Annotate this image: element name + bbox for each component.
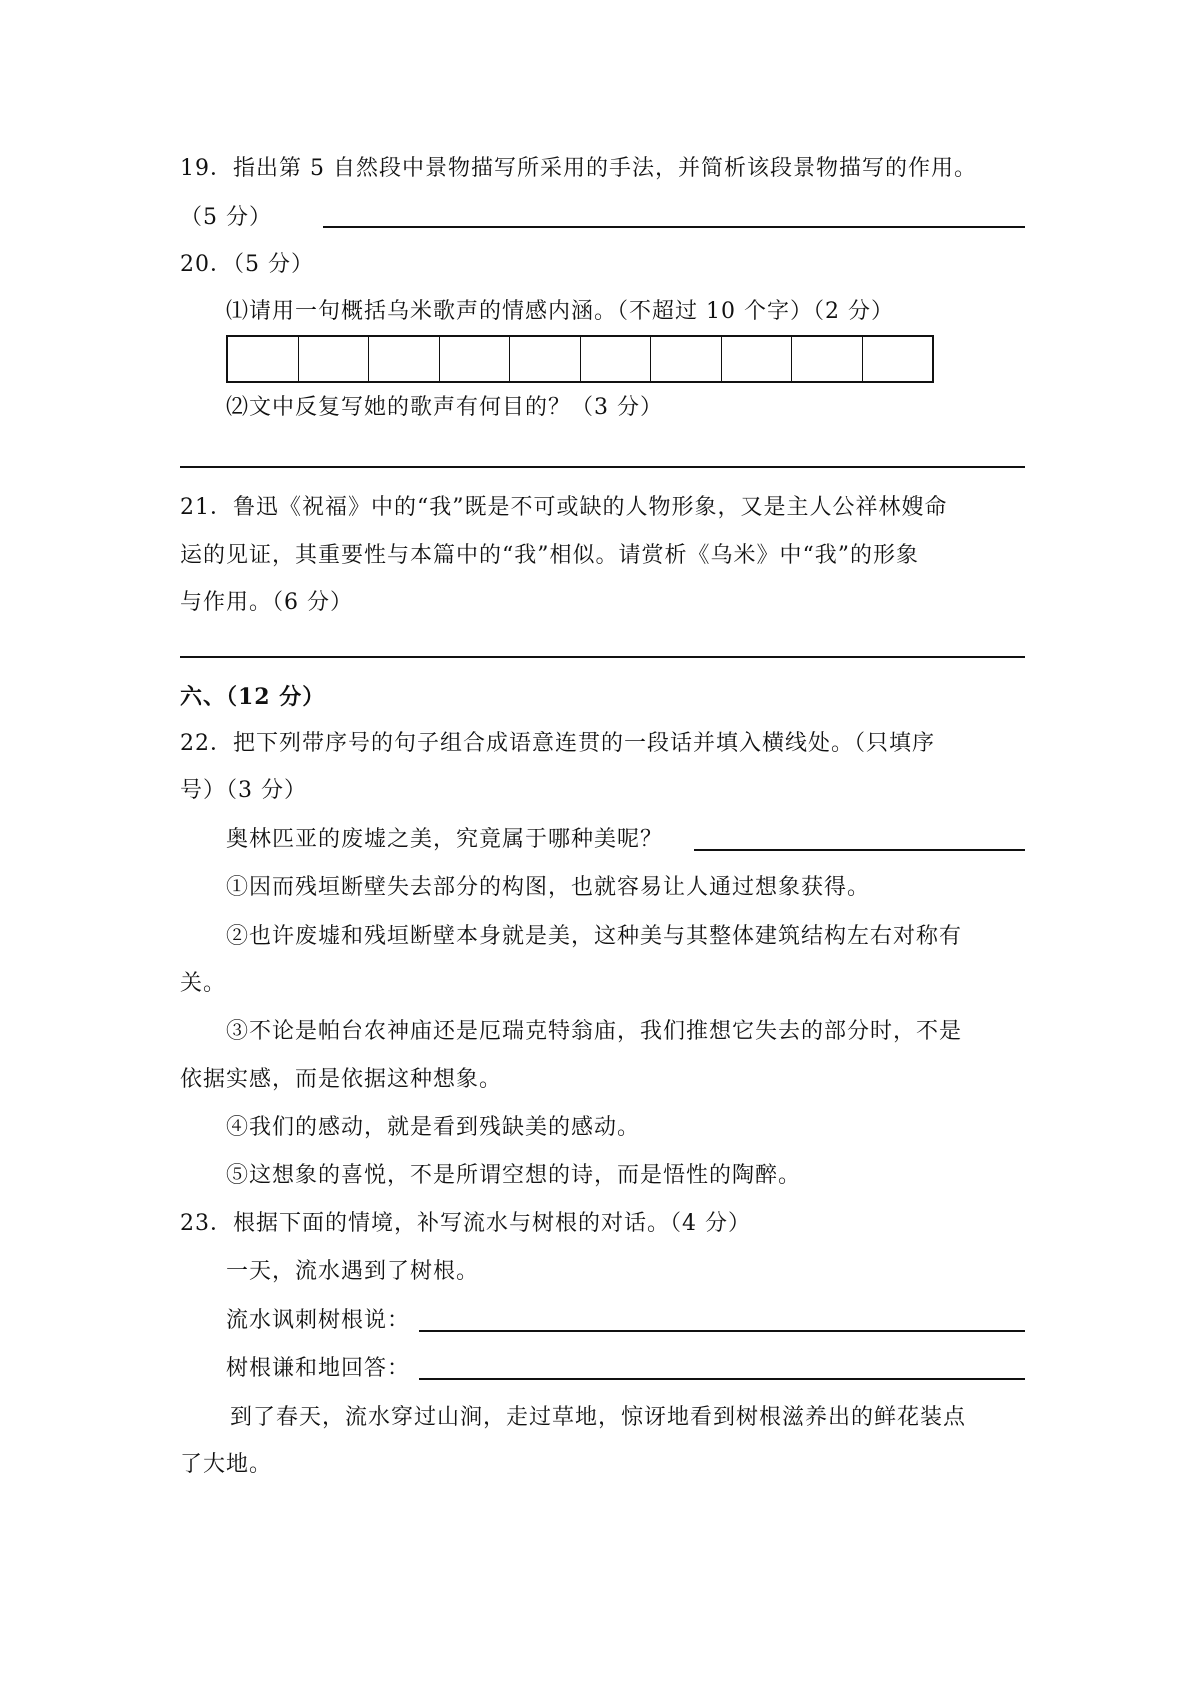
q22-answer-line[interactable] (694, 849, 1025, 851)
q22-prompt: 奥林匹亚的废墟之美，究竟属于哪种美呢？ (226, 827, 664, 852)
q19-line1: 19．指出第 5 自然段中景物描写所采用的手法，并简析该段景物描写的作用。 (180, 156, 977, 181)
answer-box[interactable] (440, 337, 511, 381)
q22-sentence-2a: ②也许废墟和残垣断壁本身就是美，这种美与其整体建筑结构左右对称有 (226, 924, 963, 949)
answer-box[interactable] (651, 337, 722, 381)
q22-sentence-5: ⑤这想象的喜悦，不是所谓空想的诗，而是悟性的陶醉。 (226, 1163, 802, 1188)
q22-line2: 号）（3 分） (180, 778, 307, 803)
q23-ending-1: 到了春天，流水穿过山涧，走过草地，惊讶地看到树根滋养出的鲜花装点 (230, 1405, 967, 1430)
q23-line1: 23．根据下面的情境，补写流水与树根的对话。（4 分） (180, 1211, 751, 1236)
answer-box[interactable] (863, 337, 933, 381)
q23-water-label: 流水讽刺树根说： (226, 1308, 411, 1333)
q23-water-answer-line[interactable] (419, 1330, 1025, 1332)
q23-ending-2: 了大地。 (180, 1452, 273, 1477)
q21-line2: 运的见证，其重要性与本篇中的“我”相似。请赏析《乌米》中“我”的形象 (180, 543, 919, 568)
q20-answer-boxes (226, 335, 934, 383)
q20-sub1: ⑴请用一句概括乌米歌声的情感内涵。（不超过 10 个字）（2 分） (226, 299, 894, 324)
q22-sentence-1: ①因而残垣断壁失去部分的构图，也就容易让人通过想象获得。 (226, 875, 871, 900)
q20-head: 20．（5 分） (180, 252, 314, 277)
q22-sentence-4: ④我们的感动，就是看到残缺美的感动。 (226, 1115, 641, 1140)
q23-intro: 一天，流水遇到了树根。 (226, 1259, 480, 1284)
q20-sub2: ⑵文中反复写她的歌声有何目的？（3 分） (226, 395, 663, 420)
q22-line1: 22．把下列带序号的句子组合成语意连贯的一段话并填入横线处。（只填序 (180, 731, 935, 756)
answer-box[interactable] (581, 337, 652, 381)
q23-root-answer-line[interactable] (419, 1378, 1025, 1380)
q21-line3: 与作用。（6 分） (180, 590, 353, 615)
section-6-title: 六、（12 分） (180, 684, 326, 710)
q19-score: （5 分） (180, 205, 272, 230)
q22-sentence-3b: 依据实感，而是依据这种想象。 (180, 1067, 503, 1092)
q20-answer-line[interactable] (180, 466, 1025, 468)
answer-box[interactable] (722, 337, 793, 381)
q19-answer-line[interactable] (323, 226, 1025, 228)
answer-box[interactable] (228, 337, 299, 381)
answer-box[interactable] (369, 337, 440, 381)
answer-box[interactable] (510, 337, 581, 381)
q22-sentence-3a: ③不论是帕台农神庙还是厄瑞克特翁庙，我们推想它失去的部分时，不是 (226, 1019, 963, 1044)
answer-box[interactable] (792, 337, 863, 381)
q22-sentence-2b: 关。 (180, 971, 227, 996)
q23-root-label: 树根谦和地回答： (226, 1356, 411, 1381)
answer-box[interactable] (299, 337, 370, 381)
q21-line1: 21．鲁迅《祝福》中的“我”既是不可或缺的人物形象，又是主人公祥林嫂命 (180, 495, 948, 520)
q21-answer-line[interactable] (180, 656, 1025, 658)
